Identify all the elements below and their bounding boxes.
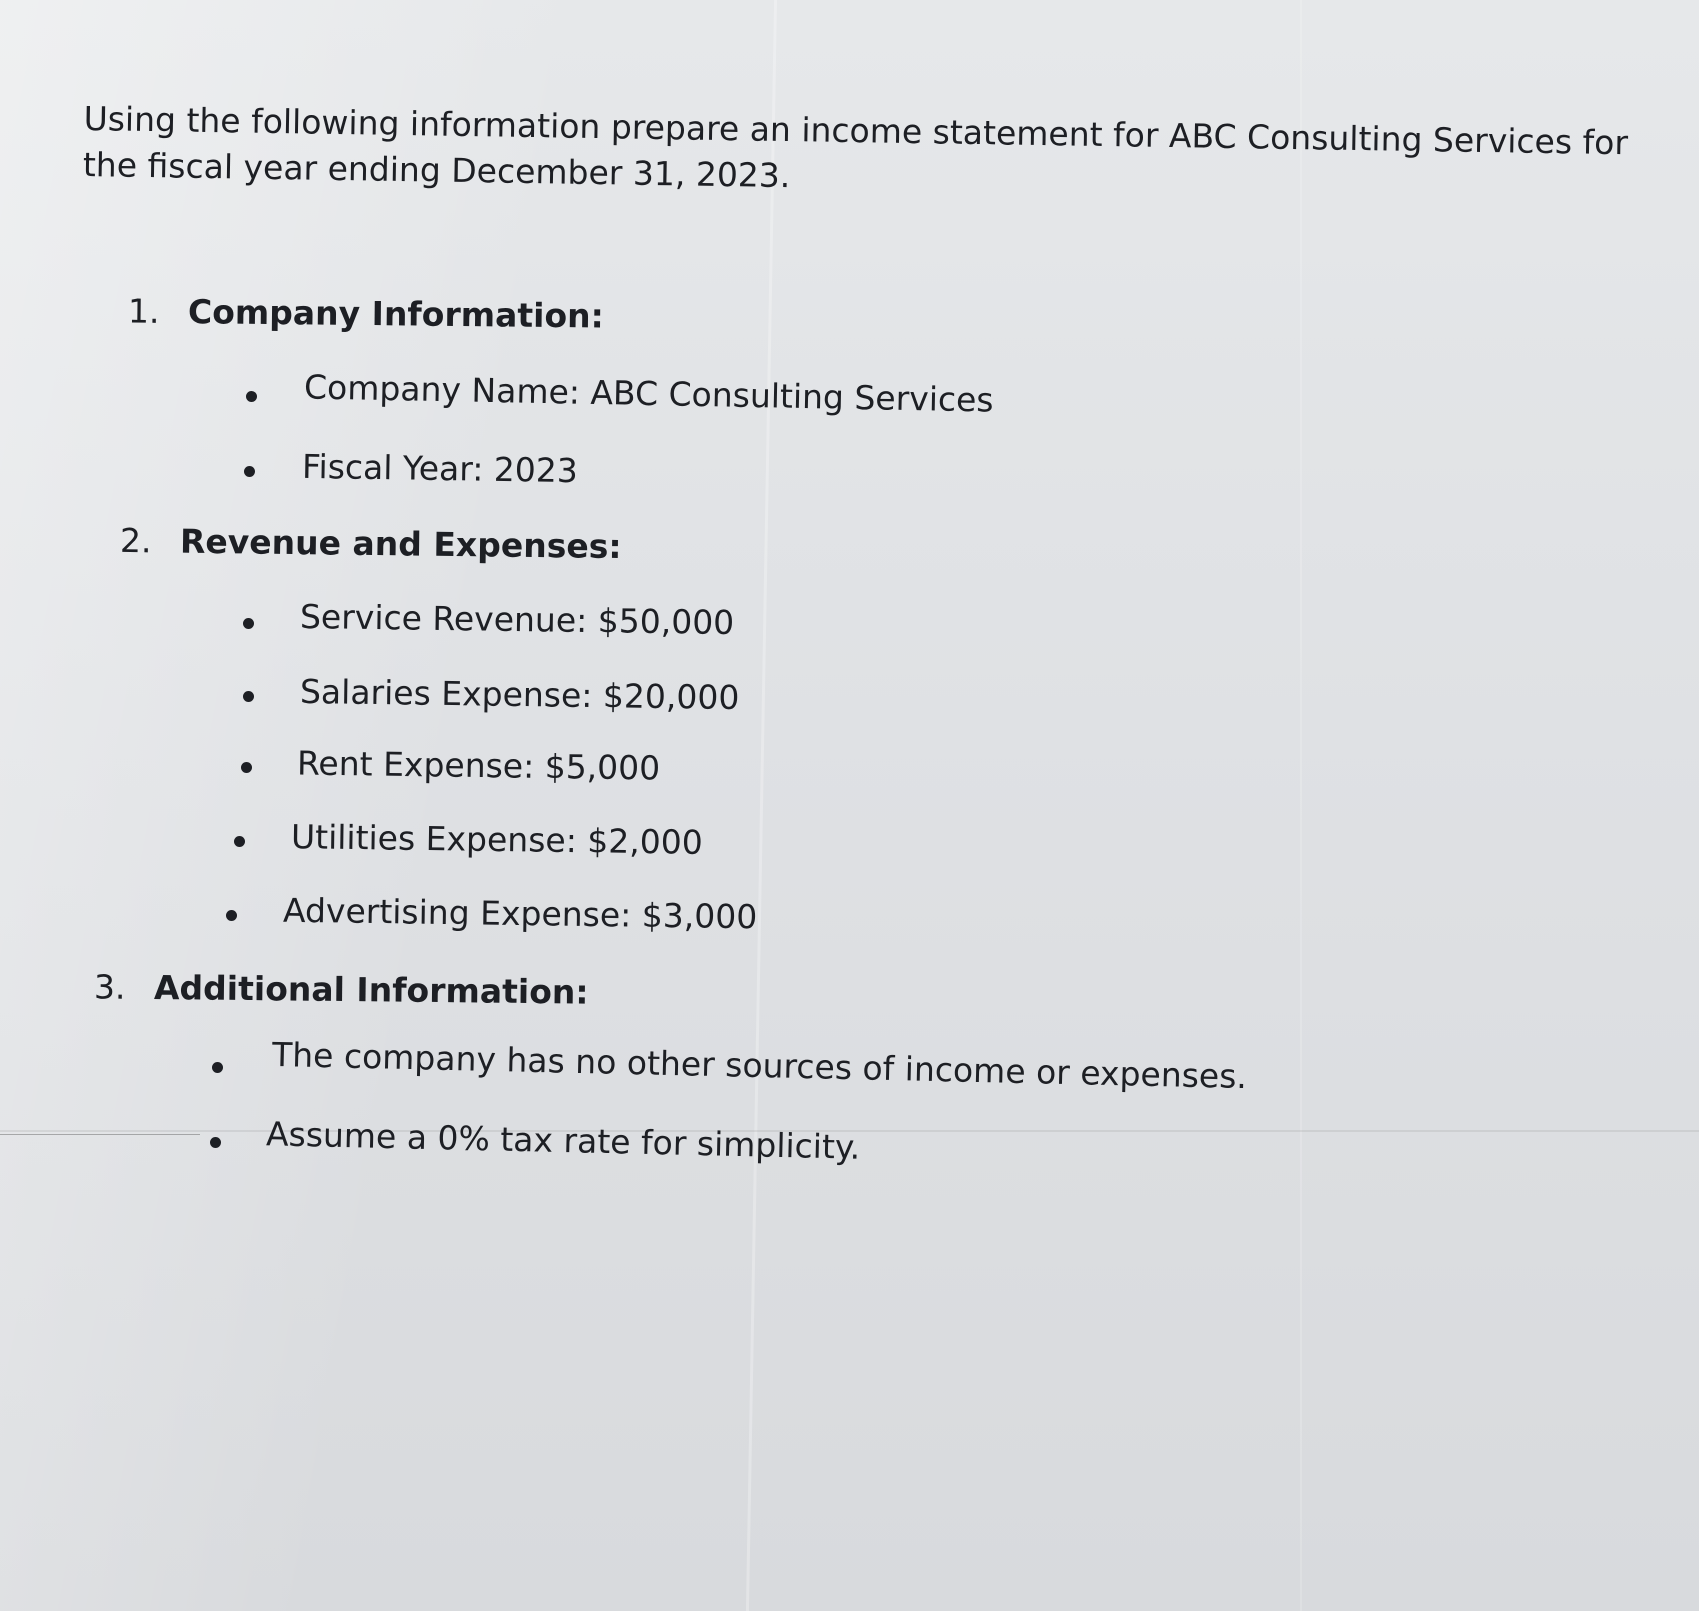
section-number: 2.: [119, 520, 152, 561]
list-item: Rent Expense: $5,000: [296, 743, 661, 788]
bullet-icon: [244, 466, 255, 477]
bullet-icon: [241, 762, 252, 773]
section-title: Company Information:: [187, 292, 605, 336]
list-item: Assume a 0% tax rate for simplicity.: [265, 1114, 861, 1167]
list-item: Utilities Expense: $2,000: [290, 817, 704, 862]
list-item: The company has no other sources of income or expenses.: [271, 1034, 1248, 1097]
bullet-icon: [212, 1062, 223, 1073]
bullet-icon: [234, 836, 245, 847]
bullet-icon: [246, 391, 257, 402]
bullet-icon: [210, 1137, 221, 1148]
bullet-icon: [243, 618, 254, 629]
section-title: Revenue and Expenses:: [179, 521, 622, 567]
list-item: Salaries Expense: $20,000: [299, 671, 740, 718]
list-item: Fiscal Year: 2023: [301, 446, 579, 491]
section-number: 3.: [93, 967, 126, 1007]
instructions-paragraph: Using the following information prepare an income statement for ABC Consulting Services for the fiscal year ending December 31, 2023.: [82, 98, 1629, 196]
paper-crease: [1300, 0, 1302, 1611]
section-heading-revenue-and-expenses: [120, 521, 622, 566]
section-heading-additional-information: [94, 967, 589, 1011]
paper-crease: [746, 0, 777, 1611]
bullet-icon: [243, 691, 254, 702]
list-item: Company Name: ABC Consulting Services: [303, 367, 994, 420]
list-item: Advertising Expense: $3,000: [282, 890, 758, 937]
paper-crease: [0, 1134, 200, 1135]
section-title: Additional Information:: [153, 968, 589, 1012]
bullet-icon: [226, 910, 237, 921]
section-number: 1.: [127, 291, 160, 331]
section-heading-company-information: [128, 292, 604, 336]
list-item: Service Revenue: $50,000: [299, 596, 735, 643]
